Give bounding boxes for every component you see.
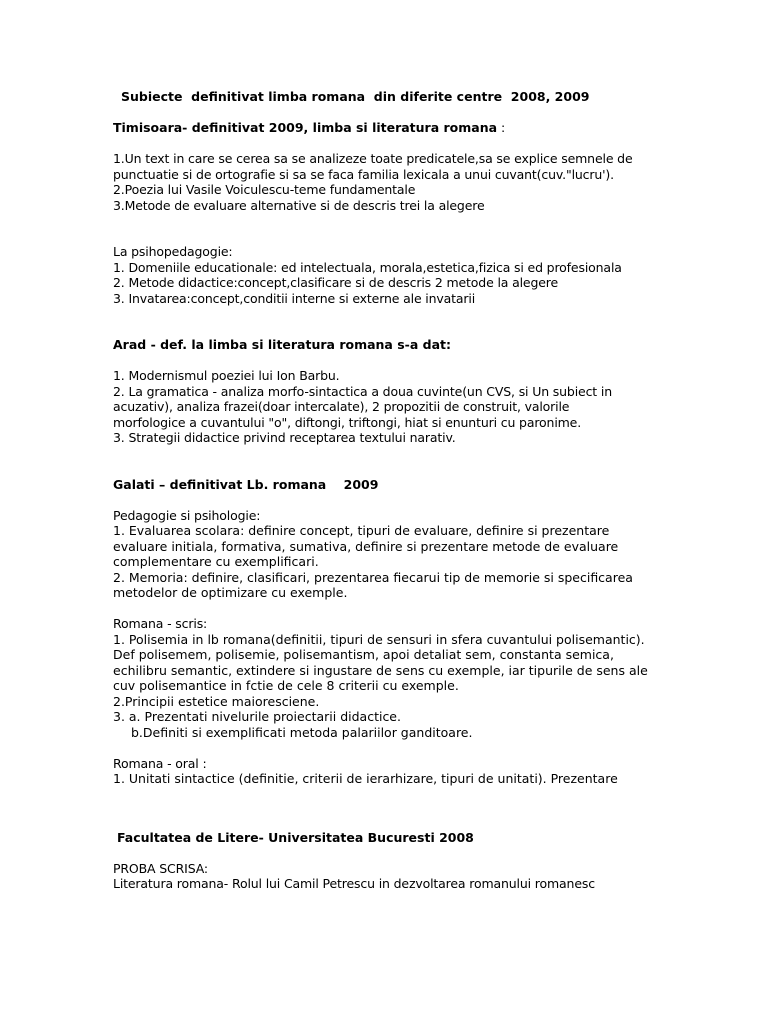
list-item: complementare cu exemplificari.	[113, 554, 319, 569]
list-item: 3.Metode de evaluare alternative si de descris trei la alegere	[113, 197, 485, 213]
list-item: 3. a. Prezentati nivelurile proiectarii didactice.	[113, 709, 401, 724]
list-item: evaluare initiala, formativa, sumativa, definire si prezentare metode de evaluare	[113, 538, 619, 554]
list-item: 2.Principii estetice maioresciene.	[113, 693, 320, 709]
list-item: morfologice a cuvantului "o", diftongi, triftongi, hiat si enunturi cu paronime.	[113, 414, 582, 430]
proba-scrisa-heading: PROBA SCRISA:	[113, 860, 208, 876]
galati-heading: Galati – definitivat Lb. romana 2009	[113, 476, 379, 492]
list-item: 3. Strategii didactice privind receptarea textului narativ.	[113, 430, 456, 445]
list-item: 2. La gramatica - analiza morfo-sintactica a doua cuvinte(un CVS, si Un subiect in	[113, 383, 612, 399]
list-item: acuzativ), analiza frazei(doar intercalate), 2 propozitii de construit, valorile	[113, 399, 570, 414]
list-item: 1.Un text in care se cerea sa se analizeze toate predicatele,sa se explice semnele de	[113, 151, 633, 166]
list-item: metodelor de optimizare cu exemple.	[113, 585, 348, 600]
psihopedagogie-heading: La psihopedagogie:	[113, 244, 233, 259]
list-item: 2.Poezia lui Vasile Voiculescu-teme fundamentale	[113, 182, 416, 197]
list-item: echilibru semantic, extindere si ingustare de sens cu exemple, iar tipurile de sens ale	[113, 662, 648, 678]
list-item: 1. Evaluarea scolara: definire concept, tipuri de evaluare, definire si prezentare	[113, 523, 610, 538]
list-item: 1. Domeniile educationale: ed intelectuala, morala,estetica,fizica si ed profesionala	[113, 259, 622, 275]
document-title: Subiecte definitivat limba romana din diferite centre 2008, 2009	[121, 89, 590, 104]
timisoara-heading: Timisoara- definitivat 2009, limba si literatura romana	[113, 120, 498, 135]
timisoara-heading-suffix: :	[497, 120, 506, 135]
romana-oral-heading: Romana - oral :	[113, 755, 207, 771]
timisoara-heading-line	[113, 120, 753, 136]
romana-scris-heading: Romana - scris:	[113, 616, 208, 631]
arad-heading: Arad - def. la limba si literatura romana s-a dat:	[113, 337, 451, 352]
list-item: Def polisemem, polisemie, polisemantism, apoi detaliat sem, constanta semica,	[113, 647, 614, 662]
document-page	[113, 89, 753, 892]
list-item: 3. Invatarea:concept,conditii interne si externe ale invatarii	[113, 290, 476, 306]
list-sub-item: b.Definiti si exemplificati metoda palariilor ganditoare.	[131, 724, 473, 740]
list-item: 1. Polisemia in lb romana(definitii, tipuri de sensuri in sfera cuvantului polisemantic).	[113, 631, 645, 647]
pedagogie-heading: Pedagogie si psihologie:	[113, 507, 261, 523]
bucuresti-heading: Facultatea de Litere- Universitatea Bucuresti 2008	[117, 829, 474, 845]
list-item: cuv polisemantice in fctie de cele 8 criterii cu exemple.	[113, 678, 459, 693]
list-item: 2. Memoria: definire, clasificari, prezentarea fiecarui tip de memorie si specificarea	[113, 569, 633, 585]
list-item: punctuatie si de ortografie si sa se faca familia lexicala a unui cuvant(cuv."lucru').	[113, 166, 614, 182]
list-item: Literatura romana- Rolul lui Camil Petrescu in dezvoltarea romanului romanesc	[113, 876, 595, 891]
list-item: 1. Unitati sintactice (definitie, criterii de ierarhizare, tipuri de unitati). Prezentare	[113, 771, 618, 786]
list-item: 1. Modernismul poeziei lui Ion Barbu.	[113, 368, 340, 383]
list-item: 2. Metode didactice:concept,clasificare si de descris 2 metode la alegere	[113, 275, 559, 290]
